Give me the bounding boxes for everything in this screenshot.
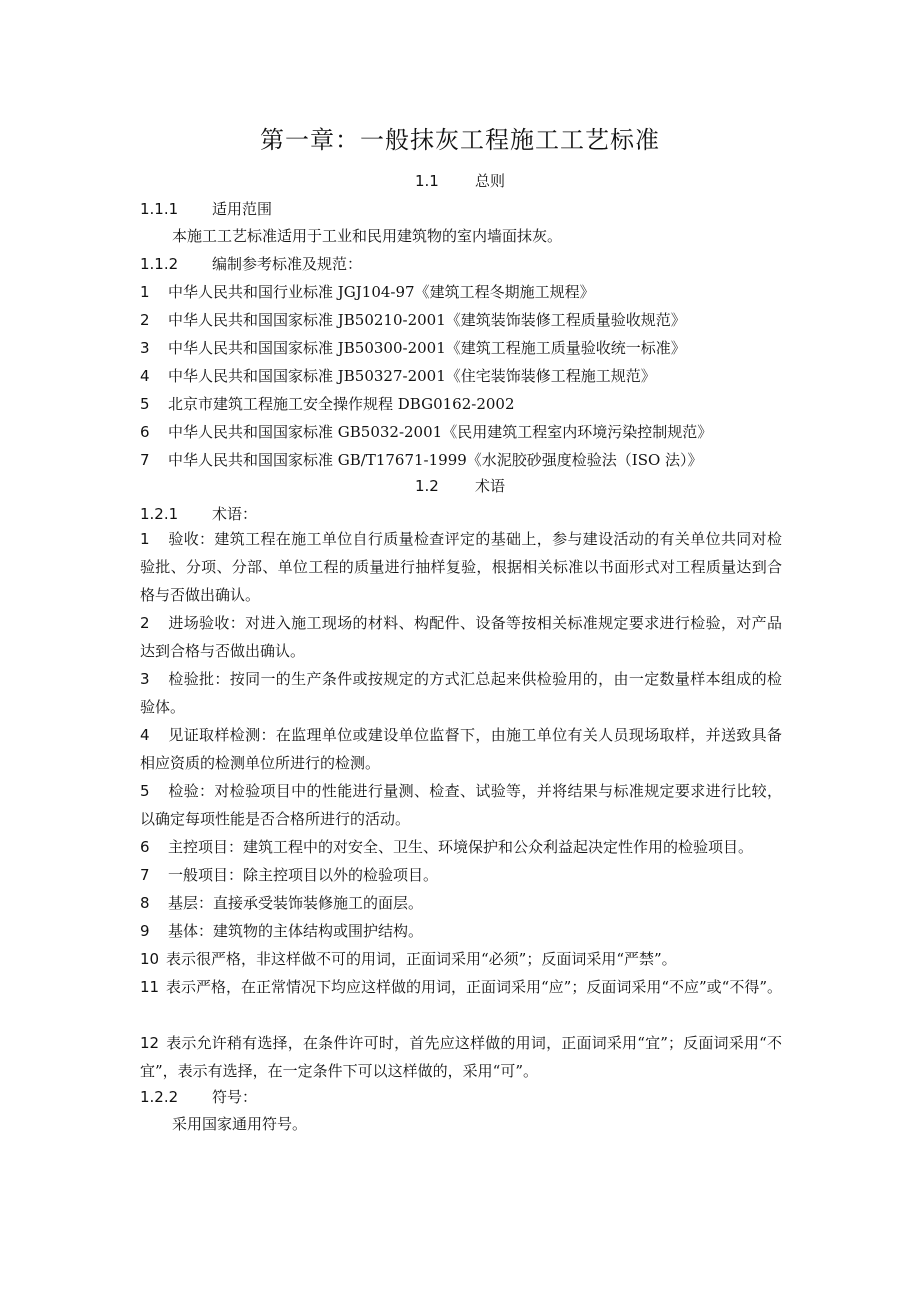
term-item: 1 验收：建筑工程在施工单位自行质量检查评定的基础上，参与建设活动的有关单位共同对检验批、分项、分部、单位工程的质量进行抽样复验，根据相关标准以书面形式对工程质量达到合格与否做出确认。 bbox=[140, 530, 782, 604]
reference-item: 4 中华人民共和国国家标准 JB50327-2001《住宅装饰装修工程施工规范》 bbox=[140, 367, 656, 385]
reference-item: 6 中华人民共和国国家标准 GB5032-2001《民用建筑工程室内环境污染控制规范》 bbox=[140, 423, 713, 441]
subsection-heading-1-2-2 bbox=[140, 1086, 257, 1107]
term-item: 5 检验：对检验项目中的性能进行量测、检查、试验等，并将结果与标准规定要求进行比较，以确定每项性能是否合格所进行的活动。 bbox=[140, 782, 782, 828]
term-item: 12 表示允许稍有选择，在条件许可时，首先应这样做的用词，正面词采用“宜”；反面词采用“不宜”，表示有选择，在一定条件下可以这样做的，采用“可”。 bbox=[140, 1034, 782, 1080]
term-item: 6 主控项目：建筑工程中的对安全、卫生、环境保护和公众利益起决定性作用的检验项目。 bbox=[140, 838, 754, 856]
term-item: 4 见证取样检测：在监理单位或建设单位监督下，由施工单位有关人员现场取样，并送致具备相应资质的检测单位所进行的检测。 bbox=[140, 726, 782, 772]
subsection-heading-1-2-1 bbox=[140, 503, 257, 524]
subsection-number: 1.2.1 bbox=[140, 505, 179, 523]
symbol-text: 采用国家通用符号。 bbox=[172, 1115, 308, 1133]
term-item: 2 进场验收：对进入施工现场的材料、构配件、设备等按相关标准规定要求进行检验，对产品达到合格与否做出确认。 bbox=[140, 614, 782, 660]
reference-item: 3 中华人民共和国国家标准 JB50300-2001《建筑工程施工质量验收统一标准》 bbox=[140, 339, 686, 357]
section-heading-1-2 bbox=[0, 475, 920, 496]
subsection-label: 术语： bbox=[212, 505, 258, 523]
subsection-number: 1.1.2 bbox=[140, 255, 179, 273]
subsection-heading-1-1-2 bbox=[140, 253, 362, 274]
section-label: 总则 bbox=[474, 172, 505, 190]
reference-item: 5 北京市建筑工程施工安全操作规程 DBG0162-2002 bbox=[140, 395, 515, 413]
section-label: 术语 bbox=[474, 477, 505, 495]
subsection-number: 1.2.2 bbox=[140, 1088, 179, 1106]
term-item: 11 表示严格，在正常情况下均应这样做的用词，正面词采用“应”；反面词采用“不应”或“不得”。 bbox=[140, 978, 783, 996]
reference-item: 1 中华人民共和国行业标准 JGJ104-97《建筑工程冬期施工规程》 bbox=[140, 283, 595, 301]
section-heading-1-1 bbox=[0, 170, 920, 191]
term-item: 7 一般项目：除主控项目以外的检验项目。 bbox=[140, 866, 439, 884]
page-title: 第一章：一般抹灰工程施工工艺标准 bbox=[260, 126, 660, 154]
subsection-number: 1.1.1 bbox=[140, 200, 179, 218]
subsection-label: 编制参考标准及规范： bbox=[212, 255, 363, 273]
term-item: 3 检验批：按同一的生产条件或按规定的方式汇总起来供检验用的，由一定数量样本组成的检验体。 bbox=[140, 670, 782, 716]
subsection-heading-1-1-1 bbox=[140, 198, 272, 219]
subsection-label: 符号： bbox=[212, 1088, 258, 1106]
reference-item: 7 中华人民共和国国家标准 GB/T17671-1999《水泥胶砂强度检验法（ISO 法）》 bbox=[140, 451, 703, 469]
scope-text: 本施工工艺标准适用于工业和民用建筑物的室内墙面抹灰。 bbox=[172, 227, 563, 245]
term-item: 8 基层：直接承受装饰装修施工的面层。 bbox=[140, 894, 424, 912]
term-item: 10 表示很严格，非这样做不可的用词，正面词采用“必须”；反面词采用“严禁”。 bbox=[140, 950, 677, 968]
term-item: 9 基体：建筑物的主体结构或围护结构。 bbox=[140, 922, 424, 940]
reference-item: 2 中华人民共和国国家标准 JB50210-2001《建筑装饰装修工程质量验收规范》 bbox=[140, 311, 686, 329]
section-number: 1.1 bbox=[414, 172, 439, 190]
section-number: 1.2 bbox=[414, 477, 439, 495]
subsection-label: 适用范围 bbox=[212, 200, 273, 218]
